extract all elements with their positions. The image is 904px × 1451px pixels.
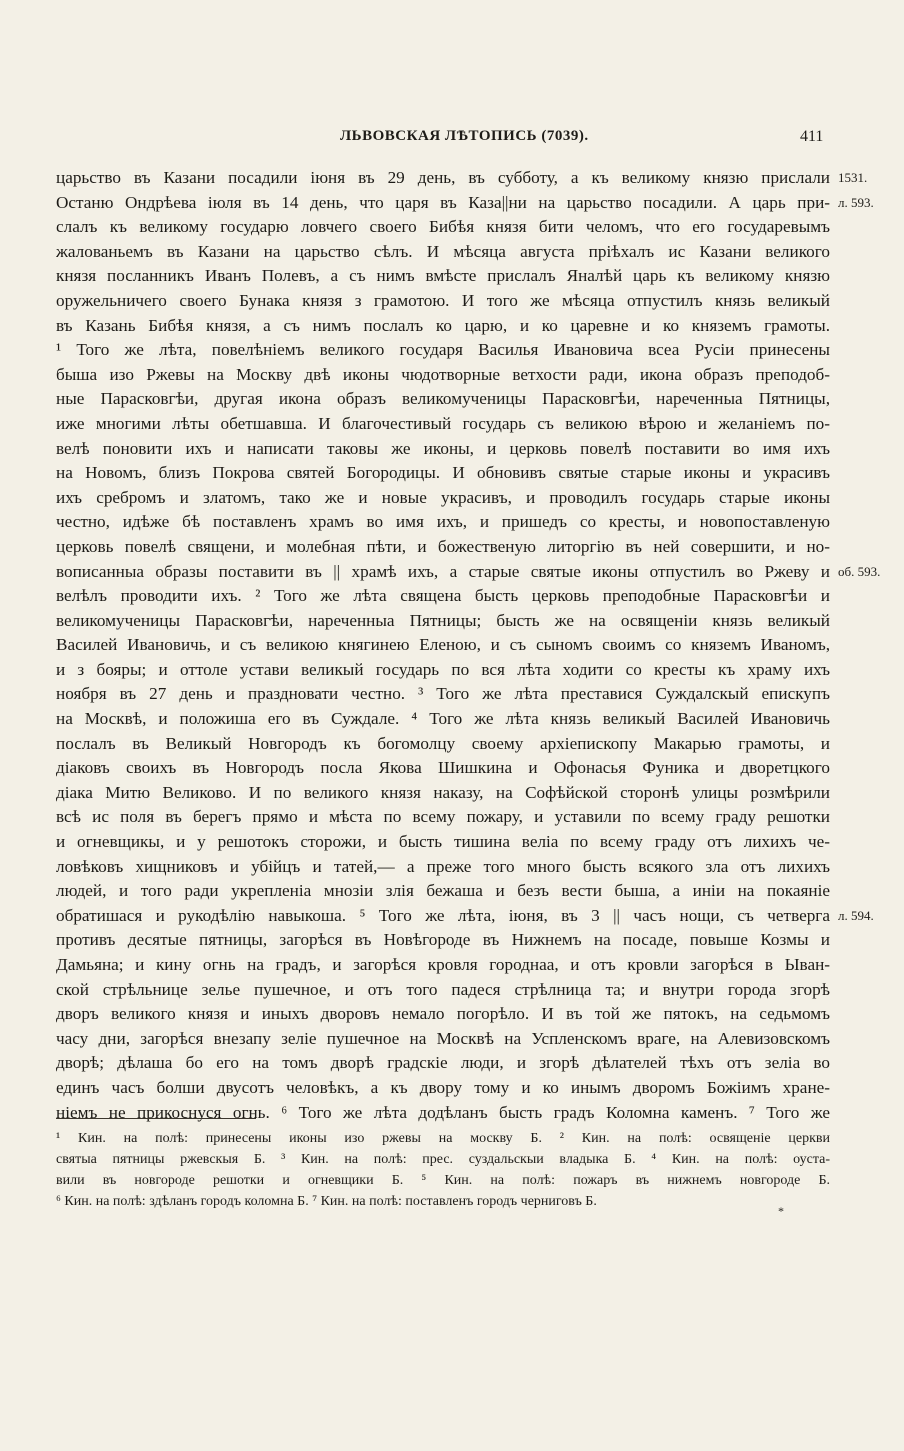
text-line: Останю Ондрѣева іюля въ 14 день, что царя въ Каза||ни на царьство посадили. А царь при- [56, 192, 830, 212]
text-line: часу дни, загорѣся внезапу зеліе пушечное на Москвѣ на Успленскомъ враге, на Алевизовскомъ [56, 1028, 830, 1048]
text-line: ихъ сребромъ и златомъ, тако же и новые украсивъ, и проводилъ государь старые иконы [56, 487, 830, 507]
text-line: Дамьяна; и кину огнь на градъ, и загорѣся кровля городнаа, и отъ кровли загорѣся в Ыван- [56, 955, 830, 974]
text-line: и огневщикы, и у решотокъ сторожи, и бысть тишина веліа по всему граду отъ лихихъ че- [56, 832, 830, 852]
page-number: 411 [800, 128, 824, 145]
text-line: велѣ поновити ихъ и написати таковы же иконы, и церковь повелѣ поставити во имя ихъ [56, 438, 830, 458]
text-line: вописанныа образы поставити въ || храмѣ ихъ, а старые святые иконы отпустилъ во Ржеву и [56, 561, 830, 581]
running-head: ЛЬВОВСКАЯ ЛѢТОПИСЬ (7039). [340, 128, 589, 144]
text-line: обратишася и рукодѣлію навыкоша. ⁵ Того же лѣта, іюня, въ 3 || часъ нощи, съ четверга [56, 905, 830, 925]
text-line: церковь повелѣ священи, и молебная пѣти, и божественую литоргію въ ней совершити, и но- [56, 536, 830, 556]
text-line: ¹ Того же лѣта, повелѣніемъ великого государя Василья Ивановича всеа Русіи принесены [56, 340, 830, 360]
footnotes [56, 1128, 830, 1212]
text-line: дворъ великого князя и иныхъ дворовъ немало погорѣло. И въ той же пятокъ, на седьмомъ [56, 1004, 830, 1024]
margin-note: об. 593. [838, 563, 881, 579]
text-line: послалъ въ Великый Новгородъ къ богомолцу своему архіепископу Макарью грамоты, и [56, 733, 830, 753]
text-line: иже многими лѣты обетшавша. И благочестивый государь съ великою вѣрою и желаніемъ по- [56, 413, 830, 433]
footnote-line: святыа пятницы ржевскыя Б. ³ Кин. на полѣ: прес. суздальскыи владыка Б. ⁴ Кин. на полѣ: оуста- [56, 1152, 830, 1167]
text-line: великомученицы Парасковгѣи, нареченныа Пятницы; бысть же на освященіи князь великый [56, 610, 830, 630]
text-line: діака Митю Великово. И по великого князя наказу, на Софѣйской сторонѣ улицы розмѣрили [56, 782, 830, 802]
text-line: всѣ ис поля въ берегъ прямо и мѣста по всему пожару, и уставили по всему граду решотки [56, 807, 830, 827]
text-line: ноября въ 27 день и праздновати честно. ³ Того же лѣта преставися Суждалскый епискупъ [56, 684, 830, 704]
text-line: оружельничего своего Бунака князя з грамотою. И того же мѣсяца отпустилъ князь великый [56, 290, 830, 310]
text-line: ніемъ не прикоснуся огнь. ⁶ Того же лѣта додѣланъ бысть градъ Коломна каменъ. ⁷ Того же [56, 1102, 830, 1122]
footnote-line: ⁶ Кин. на полѣ: здѣланъ городъ коломна Б. ⁷ Кин. на полѣ: поставленъ городъ черниговъ Б. [56, 1194, 597, 1209]
text-line: жалованьемъ въ Казани на царьство сѣлъ. И мѣсяца августа пріѣхалъ ис Казани великого [56, 241, 830, 261]
text-line: слалъ къ великому государю ловчего своего Бибѣя князя бити челомъ, что его государевымъ [56, 217, 830, 237]
text-line: велѣлъ проводити ихъ. ² Того же лѣта священа бысть церковь преподобные Парасковгѣи и [56, 586, 830, 606]
text-line: быша изо Ржевы на Москву двѣ иконы чюдотворные ветхости ради, икона образъ преподоб- [56, 364, 830, 384]
text-line: единъ часъ болши двусотъ человѣкъ, а къ двору тому и ко инымъ дворомъ Божіимъ хране- [56, 1077, 830, 1097]
text-line: честно, идѣже бѣ поставленъ храмъ во имя ихъ, и пришедъ со кресты, и новопоставленую [56, 512, 830, 532]
text-line: Василей Ивановичь, и съ великою княгинею Еленою, и съ сыномъ своимъ со княземъ Иваномъ, [56, 635, 830, 655]
main-text [56, 166, 830, 1125]
text-line: на Новомъ, близъ Покрова святей Богородицы. И обновивъ святые старые иконы и украсивъ [56, 463, 830, 483]
page-mark: * [778, 1204, 784, 1218]
text-line: ловѣковъ хищниковъ и убійцъ и татей,— а преже того много бысть всякого зла отъ лихихъ [56, 856, 830, 876]
margin-note: 1531. [838, 170, 868, 185]
text-line: въ Казань Бибѣя князя, а съ нимъ послалъ ко царю, и ко царевне и ко княземъ грамоты. [56, 315, 830, 335]
margin-note: л. 593. [838, 194, 874, 210]
text-line: ской стрѣльнице зелье пушечное, и отъ того падеся стрѣлница та; и внутри города згорѣ [56, 979, 830, 999]
text-line: на Москвѣ, и положиша его въ Суждале. ⁴ Того же лѣта князь великый Василей Ивановичь [56, 709, 830, 729]
footnote-line: вили въ новгороде решотки и огневщики Б. ⁵ Кин. на полѣ: пожаръ въ нижнемъ новгороде Б. [56, 1173, 830, 1188]
text-line: противъ десятые пятницы, загорѣся въ Новѣгороде въ Нижнемъ на посаде, повыше Козмы и [56, 930, 830, 950]
footnote-line: ¹ Кин. на полѣ: принесены иконы изо ржевы на москву Б. ² Кин. на полѣ: освященіе церкви [56, 1131, 830, 1146]
text-line: дворѣ; дѣлаша бо его на томъ дворѣ градскіе люди, и згорѣ дѣлателей тѣхъ отъ зеліа во [56, 1053, 830, 1073]
text-line: князя посланникъ Иванъ Полевъ, а съ нимъ вмѣсте прислалъ Яналѣй царь къ великому князю [56, 266, 830, 286]
text-line: царьство въ Казани посадили іюня въ 29 день, въ субботу, а къ великому князю прислали [56, 168, 830, 187]
text-line: діаковъ своихъ въ Новгородъ посла Якова Шишкина и Офонасья Фуника и дворетцкого [56, 758, 830, 778]
text-line: ные Парасковгѣи, другая икона образъ великомученицы Парасковгѣи, нареченныа Пятницы, [56, 389, 830, 409]
footnote-rule [56, 1118, 256, 1119]
text-line: и з бояры; и оттоле устави великый государь по вся лѣта ходити со кресты къ храму ихъ [56, 659, 830, 679]
margin-note: л. 594. [838, 908, 874, 923]
text-line: людей, и того ради укрепленіа мнозіи злія бежаша и безъ вести быша, а иніи на покаяніе [56, 881, 830, 901]
